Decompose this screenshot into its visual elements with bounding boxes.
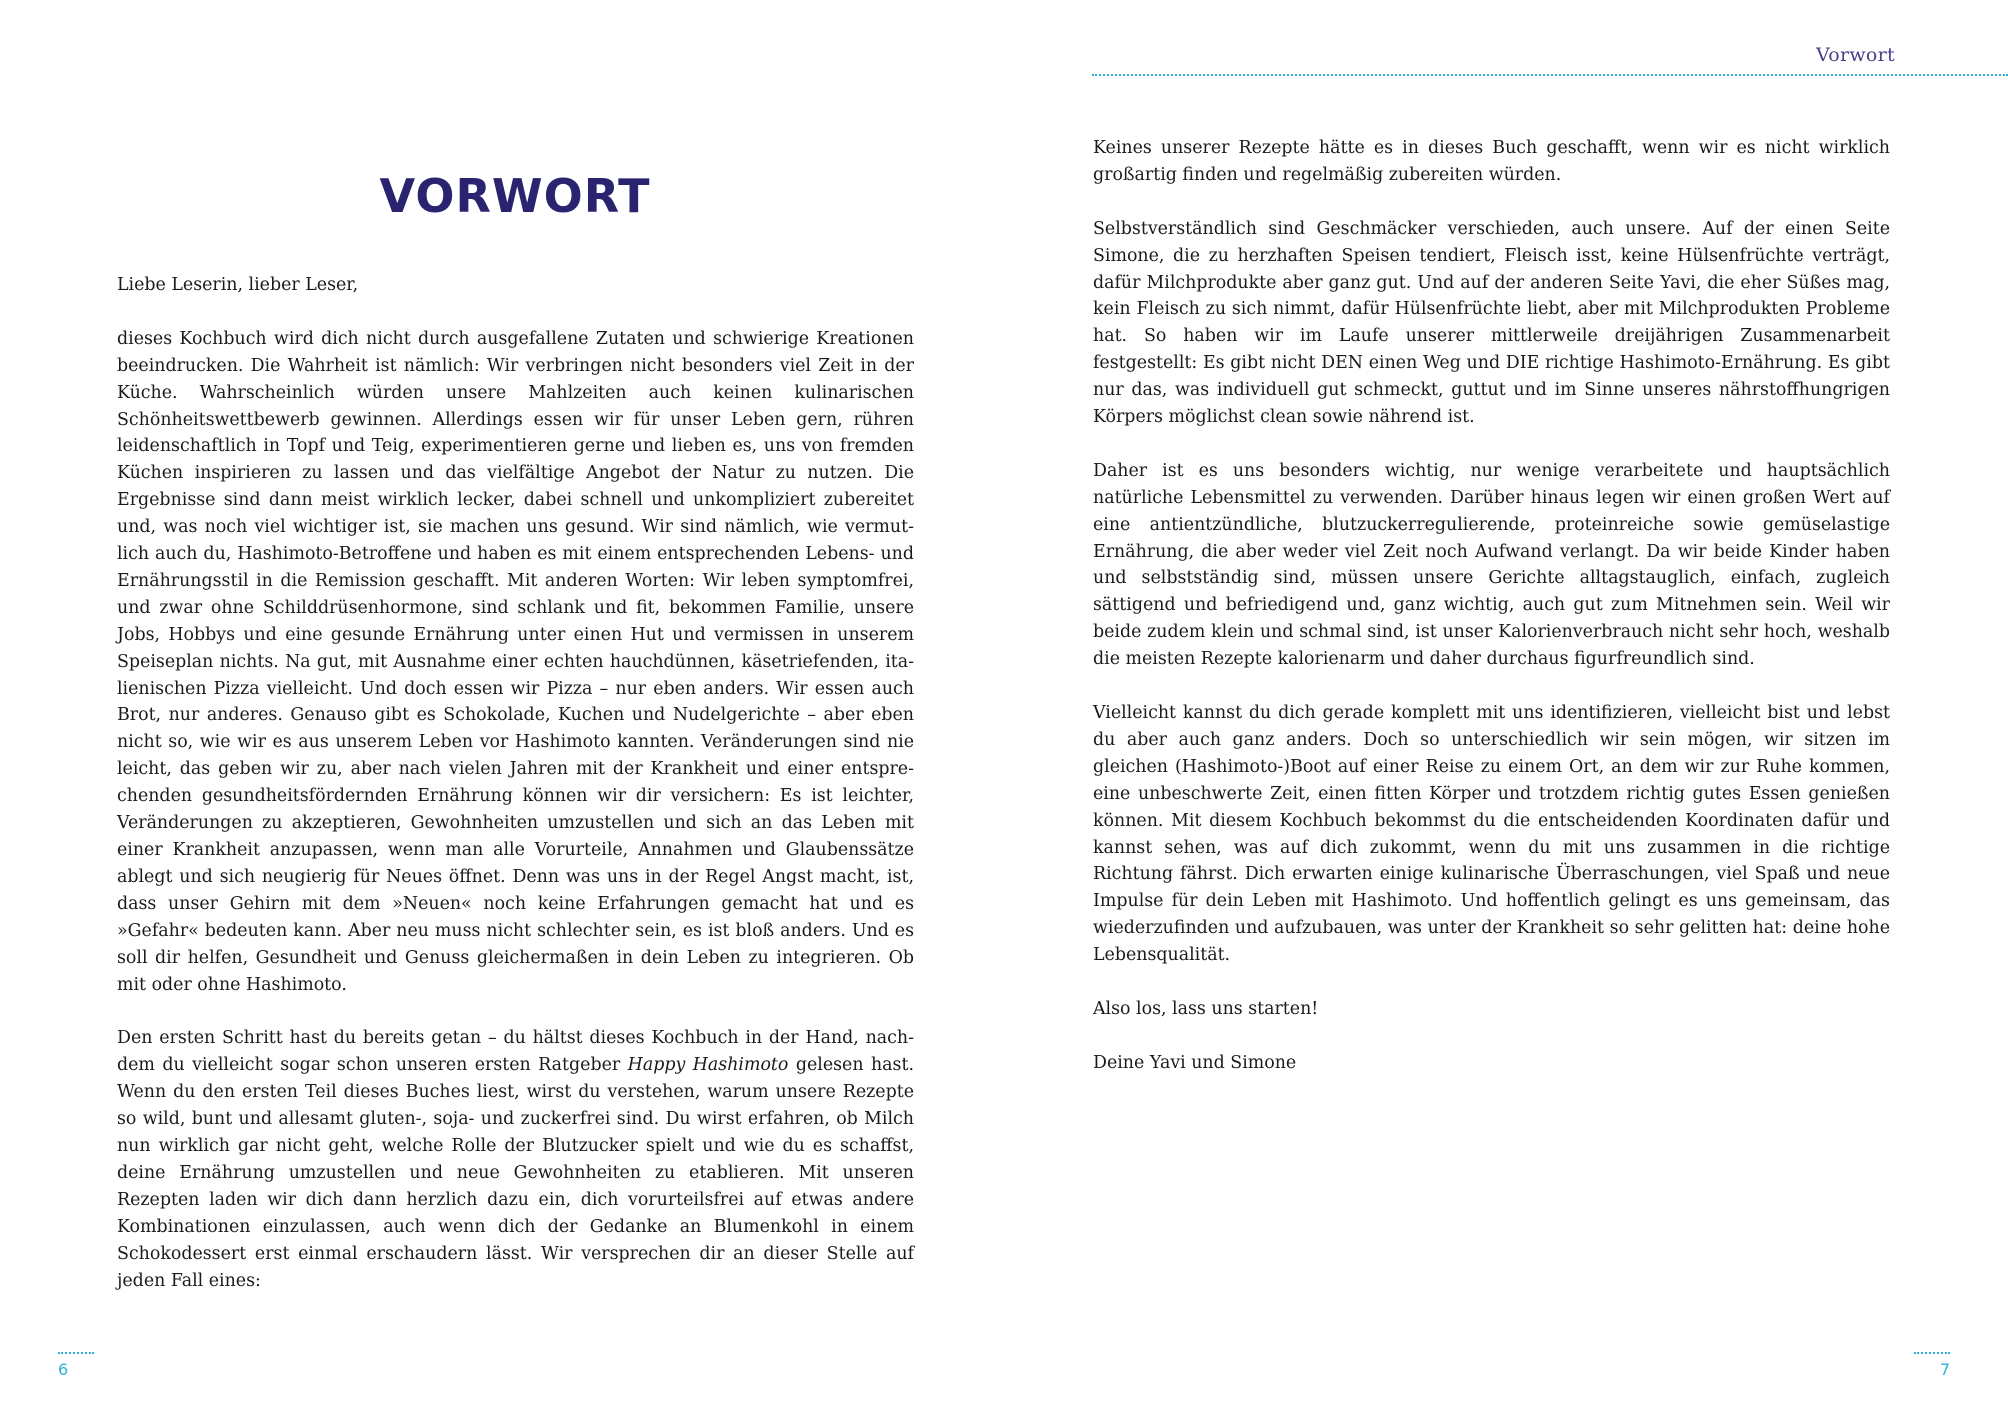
closing-line: Also los, lass uns starten! — [1093, 998, 1319, 1019]
salutation: Liebe Leserin, lieber Leser, — [117, 275, 359, 295]
text-run: gelesen hast. Wenn du den ersten Teil dieses Buches liest, wirst du verstehen, warum unsere Rezepte so wild, bunt und allesamt gluten-, soja- und zuckerfrei sind. Du wirst erfahren, ob Milch nun wirklich gar nicht geht, welche Rolle der Blutzucker spielt und wie du es schaffst, deine Ernährung umzustellen und neue Gewohnheiten zu etablieren. Mit unseren Rezepten laden wir dich dann herzlich dazu ein, dich vorurteilsfrei auf etwas andere Kombinationen einzulassen, auch wenn dich der Gedanke an Blumenkohl in einem Schokodessert erst einmal erschaudern lässt. Wir versprechen dir an dieser Stelle auf jeden Fall eines: — [117, 1055, 914, 1291]
body-paragraph — [117, 1025, 914, 1294]
page-number: 6 — [58, 1360, 69, 1379]
left-text-column — [117, 272, 914, 1321]
book-title-reference: Happy Hashimoto — [627, 1055, 789, 1076]
body-paragraph: dieses Kochbuch wird dich nicht durch ausgefallene Zutaten und schwierige Kreationen beeindrucken. Die Wahrheit ist nämlich: Wir verbringen nicht besonders viel Zeit in der Küche. Wahrscheinlich würden unsere Mahlzeiten auch keinen kulinarischen Schönheitswettbewerb gewinnen. Allerdings essen wir für unser Leben gern, rühren leidenschaftlich in Topf und Teig, experimentieren gerne und lieben es, uns von fremden Küchen inspirieren zu lassen und das vielfältige Angebot der Natur zu nutzen. Die Ergebnisse sind dann meist wirklich lecker, dabei schnell und unkompliziert zubereitet und, was noch viel wichtiger ist, sie machen uns gesund. Wir sind nämlich, wie vermutlich auch du, Hashimoto-Betroffene und haben es mit einem entsprechenden Lebens- und Ernährungsstil in die Remission geschafft. Mit anderen Worten: Wir leben symptomfrei, und zwar ohne Schilddrüsenhormone, sind schlank und fit, bekommen Familie, unsere Jobs, Hobbys und eine gesunde Ernährung unter einen Hut und vermissen in unserem Speiseplan nichts. Na gut, mit Ausnahme einer echten hauchdünnen, käsetriefenden, italienischen Pizza vielleicht. Und doch essen wir Pizza – nur eben anders. Wir essen auch Brot, nur anderes. Genauso gibt es Schokolade, Kuchen und Nudelgerichte – aber eben nicht so, wie wir es aus unserem Leben vor Hashimoto kannten. Veränderungen sind nie leicht, das geben wir zu, aber nach vielen Jahren mit der Krankheit und einer entsprechenden gesundheitsfördernden Ernährung können wir dir versichern: Es ist leichter, Veränderungen zu akzeptieren, Gewohnheiten umzustellen und sich an das Leben mit einer Krankheit anzupassen, wenn man alle Vorurteile, Annahmen und Glaubenssätze ablegt und sich neugierig für Neues öffnet. Denn was uns in der Regel Angst macht, ist, dass unser Gehirn mit dem »Neuen« noch keine Erfahrungen gemacht hat und es »Gefahr« bedeuten kann. Aber neu muss nicht schlechter sein, es ist bloß anders. Und es soll dir helfen, Gesundheit und Genuss gleichermaßen in dein Leben zu integrieren. Ob mit oder ohne Hashimoto. — [117, 328, 914, 995]
right-page — [1004, 0, 2008, 1417]
body-paragraph: Vielleicht kannst du dich gerade komplett mit uns identifizieren, vielleicht bist und lebst du aber auch ganz anders. Doch so unterschiedlich wir sein mögen, wir sitzen im gleichen (Hashimoto-)Boot auf einer Reise zu einem Ort, an dem wir zur Ruhe kommen, eine unbeschwerte Zeit, einen fitten Körper und trotzdem richtig gutes Essen genießen können. Mit diesem Kochbuch bekommst du die entscheidenden Koordinaten dafür und kannst sehen, was auf dich zukommt, wenn du mit uns zusammen in die richtige Richtung fährst. Dich erwarten einige kulinarische Überraschungen, viel Spaß und neue Impulse für dein Leben mit Hashimoto. Und hoffentlich gelingt es uns gemeinsam, das wiederzufinden und aufzubauen, was unter der Krankheit so sehr gelitten hat: deine hohe Lebensqualität. — [1093, 702, 1890, 966]
chapter-title: VORWORT — [379, 168, 651, 223]
dotted-header-rule — [1092, 74, 2008, 76]
page-number: 7 — [1939, 1360, 1950, 1379]
body-paragraph: Keines unserer Rezepte hätte es in dieses Buch geschafft, wenn wir es nicht wirklich großartig finden und regelmäßig zubereiten würden. — [1093, 138, 1890, 185]
page-number-right — [1914, 1352, 1950, 1379]
body-paragraph: Selbstverständlich sind Geschmäcker verschieden, auch unsere. Auf der einen Seite Simone, die zu herzhaften Speisen tendiert, Fleisch isst, keine Hülsenfrüchte verträgt, dafür Milchprodukte aber ganz gut. Und auf der anderen Seite Yavi, die eher Süßes mag, kein Fleisch zu sich nimmt, dafür Hülsenfrüchte liebt, aber mit Milchprodukten Probleme hat. So haben wir im Laufe unserer mittlerweile dreijährigen Zusammenarbeit festgestellt: Es gibt nicht DEN einen Weg und DIE richtige Hashimoto-Ernährung. Es gibt nur das, was individuell gut schmeckt, guttut und im Sinne unseres nährstoffhungrigen Körpers möglichst clean sowie nährend ist. — [1093, 218, 1890, 428]
right-text-column — [1093, 135, 1890, 1104]
text-run: Den ersten Schritt hast du bereits getan – du hältst dieses Kochbuch in der Hand, nachdem du vielleicht sogar schon unseren ersten Ratgeber — [117, 1028, 914, 1076]
signature: Deine Yavi und Simone — [1093, 1052, 1297, 1073]
dotted-ornament — [58, 1352, 94, 1354]
running-head: Vorwort — [1815, 44, 1895, 66]
dotted-ornament — [1914, 1352, 1950, 1354]
body-paragraph: Daher ist es uns besonders wichtig, nur wenige verarbeitete und hauptsächlich natürliche Lebensmittel zu verwenden. Darüber hinaus legen wir einen großen Wert auf eine antientzündliche, blutzuckerregulierende, proteinreiche sowie gemüselastige Ernährung, die aber weder viel Zeit noch Aufwand verlangt. Da wir beide Kinder haben und selbstständig sind, müssen unsere Gerichte alltagstauglich, einfach, zugleich sättigend und befriedigend und, ganz wichtig, auch gut zum Mitnehmen sein. Weil wir beide zudem klein und schmal sind, ist unser Kalorienverbrauch nicht sehr hoch, weshalb die meisten Rezepte kalorienarm und daher durchaus figurfreundlich sind. — [1093, 460, 1890, 670]
page-number-left — [58, 1352, 94, 1379]
